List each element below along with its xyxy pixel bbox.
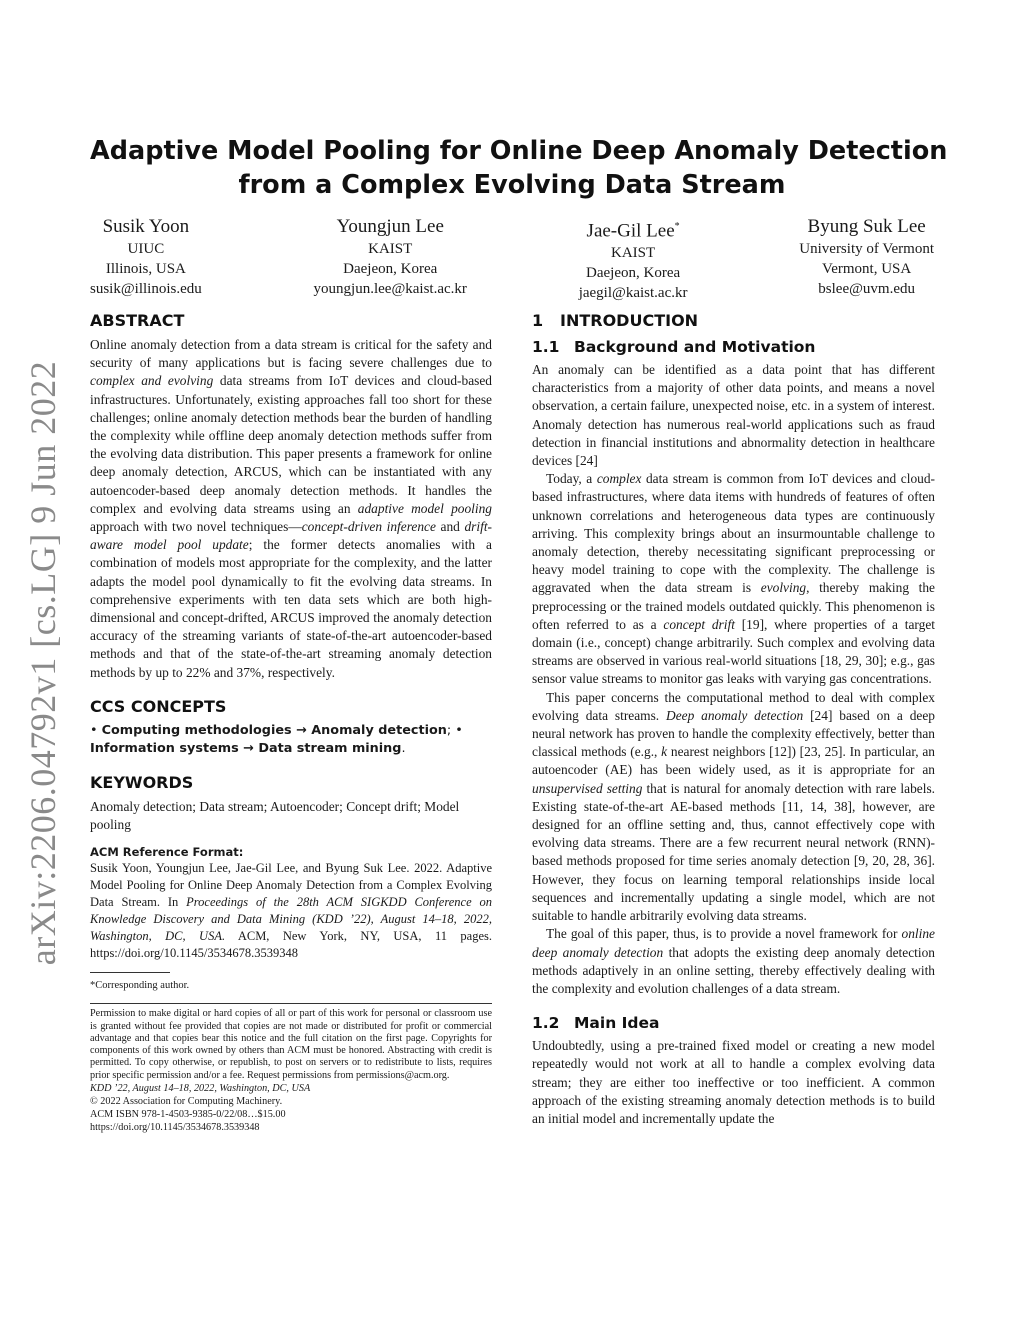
- corresponding-mark: *: [674, 221, 680, 232]
- intro-paragraph-5: Undoubtedly, using a pre-trained fixed model or creating a new model repeatedly would not work at all to handle a complex evolving data stream; they are either too ineffective or too inefficient. A common approach of the existing streaming anomaly detection methods is to build an initial model and incrementally update the: [532, 1038, 935, 1126]
- section-1-1-heading: 1.1 Background and Motivation: [532, 338, 816, 356]
- left-column: [90, 310, 492, 1134]
- keywords-heading: KEYWORDS: [90, 772, 194, 792]
- author-email[interactable]: jaegil@kaist.ac.kr: [578, 285, 688, 302]
- copyright-line: © 2022 Association for Computing Machinery.: [90, 1096, 283, 1108]
- author-name: Byung Suk Lee: [807, 216, 926, 237]
- doi-line[interactable]: https://doi.org/10.1145/3534678.3539348: [90, 1122, 260, 1134]
- author-email[interactable]: bslee@uvm.edu: [818, 281, 915, 297]
- author-block: [90, 215, 934, 303]
- permission-rule: [90, 1003, 492, 1004]
- section-1-heading: 1 INTRODUCTION: [532, 311, 699, 330]
- permission-notice: Permission to make digital or hard copies of all or part of this work for personal or classroom use is granted without fee provided that copies are not made or distributed for profit or commercial advantage and that copies bear this notice and the full citation on the first page. Copyrights for components of this work owned by others than ACM must be honored. Abstracting with credit is permitted. To copy otherwise, or republish, to post on servers or to redistribute to lists, requires prior specific permission and/or a fee. Request permissions from permissions@acm.org.: [90, 1008, 492, 1081]
- right-column: [532, 310, 935, 1128]
- author-location: Daejeon, Korea: [343, 261, 438, 277]
- corresponding-footnote: *Corresponding author.: [90, 980, 190, 992]
- section-1-2-heading: 1.2 Main Idea: [532, 1014, 660, 1033]
- author-location: Vermont, USA: [822, 261, 912, 277]
- author-1: [90, 215, 202, 303]
- venue-line: KDD ’22, August 14–18, 2022, Washington, DC, USA: [90, 1083, 311, 1095]
- author-name: Jae-Gil Lee: [586, 220, 675, 242]
- arxiv-stamp: [18, 360, 68, 965]
- title-line-2: from a Complex Evolving Data Stream: [238, 170, 786, 200]
- author-location: Daejeon, Korea: [586, 265, 681, 282]
- reference-format-text: Susik Yoon, Youngjun Lee, Jae-Gil Lee, and Byung Suk Lee. 2022. Adaptive Model Pooling for Online Deep Anomaly Detection from a Complex Evolving Data Stream. In Proceedings of the 28th ACM SIGKDD Conference on Knowledge Discovery and Data Mining (KDD ’22), August 14–18, 2022, Washington, DC, USA. ACM, New York, NY, USA, 11 pages. https://doi.org/10.1145/3534678.3539348: [90, 861, 493, 961]
- reference-format-heading: ACM Reference Format:: [90, 845, 244, 860]
- footnote-rule: [90, 972, 170, 973]
- paper-title: [90, 134, 948, 202]
- author-name: Youngjun Lee: [336, 216, 444, 237]
- author-2: [314, 215, 467, 303]
- author-name: Susik Yoon: [102, 216, 190, 237]
- isbn-line: ACM ISBN 978-1-4503-9385-0/22/08…$15.00: [90, 1109, 286, 1121]
- author-email[interactable]: susik@illinois.edu: [90, 281, 202, 297]
- abstract-text: Online anomaly detection from a data stream is critical for the safety and security of many applications but is facing severe challenges due to complex and evolving data streams from IoT devices and cloud-based infrastructures. Unfortunately, existing approaches fall too short for these challenges; online anomaly detection methods bear the burden of handling the complexity while offline deep anomaly detection methods suffer from the evolving data distribution. This paper presents a framework for online deep anomaly detection, ARCUS, which can be instantiated with any autoencoder-based deep anomaly detection methods. It handles the complex and evolving data streams using an adaptive model pooling approach with two novel techniques—concept-driven inference and drift-aware model pool update; the former detects anomalies with a combination of models most appropriate for the complexity, and the latter adapts the model pool dynamically to fit the evolving data streams. In comprehensive experiments with ten data sets which are both high-dimensional and concept-drifted, ARCUS improved the anomaly detection accuracy of the streaming variants of state-of-the-art autoencoder-based methods and that of the state-of-the-art streaming anomaly detection methods by up to 22% and 37%, respectively.: [90, 337, 492, 680]
- author-affiliation: KAIST: [611, 245, 656, 262]
- author-affiliation: KAIST: [368, 241, 413, 257]
- author-4: [799, 215, 934, 303]
- author-email[interactable]: youngjun.lee@kaist.ac.kr: [313, 281, 467, 297]
- intro-paragraph-1: An anomaly can be identified as a data point that has different characteristics from a majority of other data points, and means a novel observation, a certain failure, unexpected noise, etc. in a system of interest. Anomaly detection has numerous real-world applications such as fraud detection in financial institutions and abnormality detection in healthcare devices [24]: [532, 362, 935, 469]
- intro-paragraph-2: Today, a complex data stream is common from IoT devices and cloud-based infrastructures, where data items with hundreds of features of often unknown correlations and heterogeneous data types are continuously arriving. This complexity brings about an insurmountable challenge to anomaly detection, thereby necessitating significant preprocessing or heavy model training to cope with the complexity. The challenge is aggravated when the data stream is evolving, thereby making the preprocessing or the trained models outdated quickly. This phenomenon is often referred to as a concept drift [19], where properties of a target domain (i.e., concept) change arbitrarily. Such complex and evolving data streams are observed in various real-world situations [18, 29, 30]; e.g., gas sensor value streams to monitor gas leaks with varying gas concentrations.: [532, 471, 936, 687]
- keywords-text: Anomaly detection; Data stream; Autoencoder; Concept drift; Model pooling: [90, 798, 460, 833]
- author-affiliation: UIUC: [127, 241, 165, 257]
- intro-paragraph-3: This paper concerns the computational method to deal with complex evolving data streams. Deep anomaly detection [24] based on a deep neural network has proven to handle the complexity effectively, better than classical methods (e.g., k nearest neighbors [12]) [23, 25]. In particular, an autoencoder (AE) has been widely used, as it is appropriate for an unsupervised setting that is natural for anomaly detection with rare labels. Existing state-of-the-art AE-based methods [11, 14, 38], however, are designed for an offline setting and, thus, cannot effectively cope with evolving data streams. There are a few recurrent neural network (RNN)-based methods proposed for time series anomaly detection [9, 20, 28, 36]. However, they focus on learning temporal relationships inside local sequences and incrementally updating a single model, which are not suitable to handle arbitrarily evolving data streams.: [532, 689, 936, 924]
- intro-paragraph-4: The goal of this paper, thus, is to provide a novel framework for online deep anomaly detection that adopts the existing deep anomaly detection methods adaptively in an online setting, thereby effectively dealing with the complexity and evolution challenges of a data stream.: [532, 926, 935, 996]
- author-location: Illinois, USA: [105, 261, 186, 277]
- abstract-heading: ABSTRACT: [90, 311, 185, 330]
- ccs-heading: CCS CONCEPTS: [90, 696, 227, 716]
- arxiv-stamp-text: arXiv:2206.04792v1 [cs.LG] 9 Jun 2022: [23, 360, 63, 965]
- author-3: [579, 215, 688, 303]
- ccs-concepts: • Computing methodologies → Anomaly detection; • Information systems → Data stream mining.: [90, 722, 463, 756]
- title-line-1: Adaptive Model Pooling for Online Deep Anomaly Detection: [90, 136, 948, 166]
- author-affiliation: University of Vermont: [799, 241, 934, 257]
